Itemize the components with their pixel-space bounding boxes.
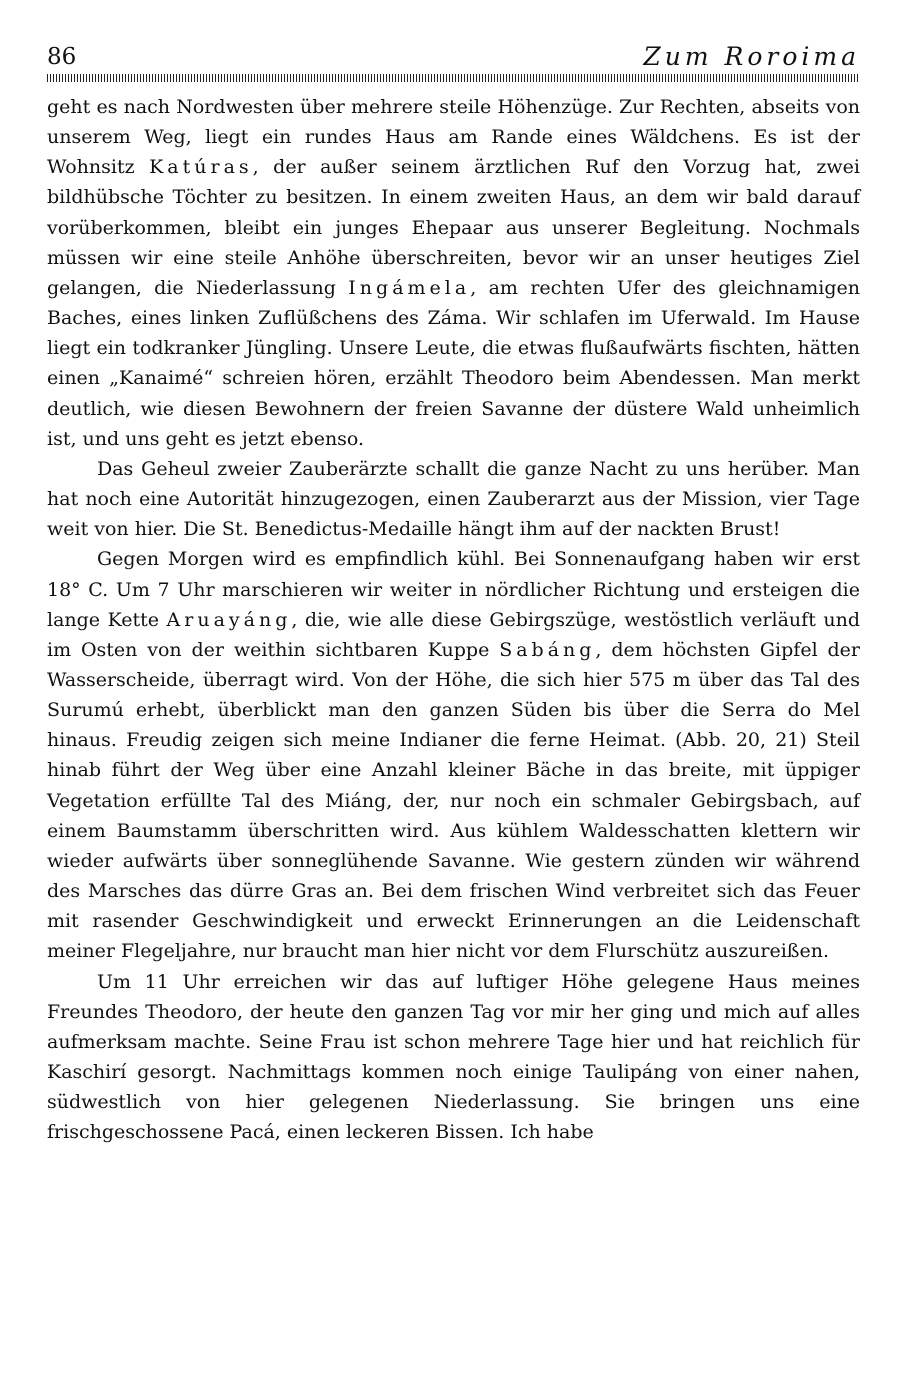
paragraph-4-text-1: Um 11 Uhr erreichen wir das auf luftiger Höhe gelegene Haus meines Freundes Theodoro, der heute den ganzen Tag vor mir her ging und mich auf alles aufmerksam machte. Seine Frau ist schon mehrere Tage hier und hat reichlich für Kaschirí gesorgt. Nachmittags kommen noch einige Taulipáng von einer nahen, südwestlich von hier gelegenen Niederlassung. Sie bringen uns eine frischgeschossene Pacá, einen leckeren Bissen. Ich habe bbox=[47, 970, 860, 1144]
spaced-name-aruayang: Aruayáng bbox=[166, 608, 292, 631]
paragraph-1-text-3: , am rechten Ufer des gleichnamigen Baches, eines linken Zuflüßchens des Záma. Wir schlafen im Uferwald. Im Hause liegt ein todkranker Jüngling. Unsere Leute, die etwas flußaufwärts fischten, hätten einen „Kanaimé“ schreien hören, erzählt Theodoro beim Abendessen. Man merkt deutlich, wie diesen Bewohnern der freien Savanne der düstere Wald unheimlich ist, und uns geht es jetzt ebenso. bbox=[47, 276, 861, 450]
paragraph-3 bbox=[47, 544, 860, 966]
paragraph-1-text-1: geht es nach Nordwesten über mehrere steile Höhenzüge. Zur Rechten, abseits von unserem Weg, liegt ein rundes Haus am Rande eines Wäldchens. Es ist der Wohnsitz bbox=[47, 96, 860, 179]
running-head bbox=[47, 42, 860, 72]
paragraph-2 bbox=[47, 454, 860, 544]
spaced-name-ingamela: Ingámela bbox=[348, 276, 471, 299]
page-number: 86 bbox=[47, 44, 77, 70]
paragraph-3-text-2: , die, wie alle diese Gebirgszüge, westöstlich verläuft und im Osten von der weithin sichtbaren Kuppe bbox=[47, 608, 860, 661]
paragraph-1-text-2: , der außer seinem ärztlichen Ruf den Vorzug hat, zwei bildhübsche Töchter zu besitzen. In einem zweiten Haus, an dem wir bald darauf vorüberkommen, bleibt ein junges Ehepaar aus unserer Begleitung. Nochmals müssen wir eine steile Anhöhe überschreiten, bevor wir an unser heutiges Ziel gelangen, die Niederlassung bbox=[47, 156, 860, 299]
paragraph-4 bbox=[47, 967, 860, 1148]
paragraph-3-text-1: Gegen Morgen wird es empfindlich kühl. Bei Sonnenaufgang haben wir erst 18° C. Um 7 Uhr marschieren wir weiter in nördlicher Richtung und ersteigen die lange Kette bbox=[47, 548, 860, 631]
paragraph-2-text-1: Das Geheul zweier Zauberärzte schallt die ganze Nacht zu uns herüber. Man hat noch eine Autorität hinzugezogen, einen Zauberarzt aus der Mission, vier Tage weit von hier. Die St. Benedictus-Medaille hängt ihm auf der nackten Brust! bbox=[47, 457, 860, 541]
header-rule bbox=[47, 74, 860, 82]
spaced-name-sabang: Sabáng bbox=[499, 638, 596, 661]
paragraph-3-text-3: , dem höchsten Gipfel der Wasserscheide, überragt wird. Von der Höhe, die sich hier 575 m über das Tal des Surumú erhebt, überblickt man den ganzen Süden bis über die Serra do Mel hinaus. Freudig zeigen sich meine Indianer die ferne Heimat. (Abb. 20, 21) Steil hinab führt der Weg über eine Anzahl kleiner Bäche in das breite, mit üppiger Vegetation erfüllte Tal des Miáng, der, nur noch ein schmaler Gebirgsbach, auf einem Baumstamm überschritten wird. Aus kühlem Waldesschatten klettern wir wieder aufwärts über sonneglühende Savanne. Wie gestern zünden wir während des Marsches das dürre Gras an. Bei dem frischen Wind verbreitet sich das Feuer mit rasender Geschwindigkeit und erweckt Erinnerungen an die Leidenschaft meiner Flegeljahre, nur braucht man hier nicht vor dem Flurschütz auszureißen. bbox=[47, 638, 860, 963]
paragraph-1 bbox=[47, 92, 860, 454]
spaced-name-katuras: Katúras bbox=[149, 156, 253, 179]
book-page bbox=[47, 42, 860, 1147]
body-text bbox=[47, 92, 860, 1147]
running-title: Zum Roroima bbox=[643, 42, 860, 71]
